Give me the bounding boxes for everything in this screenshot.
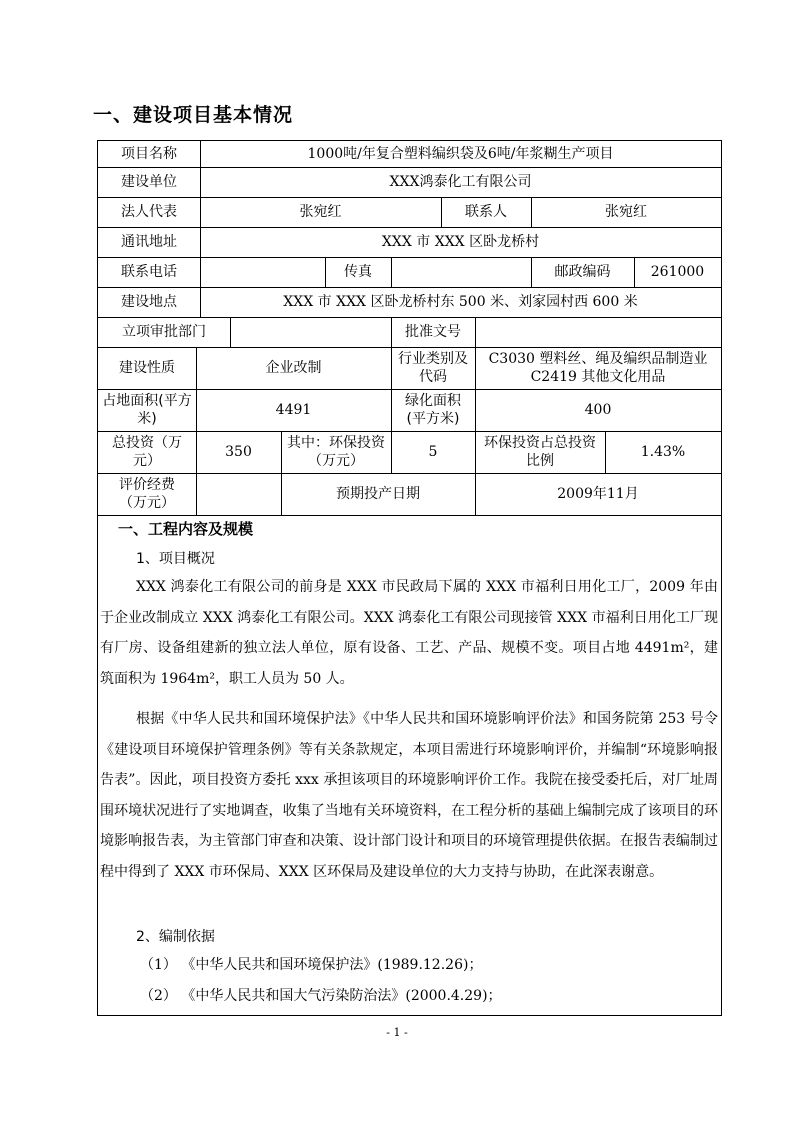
green-area-label: 绿化面积(平方米)	[405, 393, 461, 427]
production-date-value: 2009年11月	[557, 486, 639, 502]
phone-value	[200, 257, 325, 287]
approval-dept-label: 立项审批部门	[122, 324, 206, 340]
eval-fee-value	[196, 473, 281, 515]
address-label: 通讯地址	[121, 234, 177, 250]
site-label: 建设地点	[121, 294, 177, 310]
postcode-label: 邮政编码	[554, 264, 611, 280]
fax-value	[391, 257, 531, 287]
env-investment-label: 其中：环保投资（万元）	[287, 435, 385, 469]
total-investment-value: 350	[225, 444, 252, 460]
approval-dept-value	[230, 317, 391, 347]
area-value: 4491	[275, 402, 312, 418]
legal-rep-value: 张宛红	[299, 204, 342, 220]
list-item: （1） 《中华人民共和国环境保护法》(1989.12.26)；	[140, 957, 483, 973]
nature-label: 建设性质	[119, 360, 175, 376]
total-investment-label: 总投资（万元）	[112, 435, 182, 469]
page-number: - 1 -	[386, 1026, 408, 1039]
construction-unit-value: XXX鸿泰化工有限公司	[389, 174, 532, 190]
env-ratio-label: 环保投资占总投资比例	[484, 435, 596, 469]
green-area-value: 400	[584, 402, 612, 418]
approval-no-value	[475, 317, 721, 347]
phone-label: 联系电话	[121, 264, 177, 280]
env-ratio-value: 1.43%	[640, 444, 686, 460]
eval-fee-label: 评价经费（万元）	[119, 477, 175, 511]
fax-label: 传真	[344, 264, 372, 280]
production-date-label: 预期投产日期	[336, 486, 420, 502]
approval-no-label: 批准文号	[405, 324, 461, 340]
env-investment-value: 5	[428, 444, 438, 460]
overview-paragraph: XXX 鸿泰化工有限公司的前身是 XXX 市民政局下属的 XXX 市福利日用化工厂，2009 年由于企业改制成立 XXX 鸿泰化工有限公司。XXX 鸿泰化工有限公司现接管 XXX 市福利日用化工厂现有厂房、设备组建新的独立法人单位，原有设备、工艺、产品、规模不变。项目占地 4491m²，建筑面积为 1964m²，职工人员为 50 人。	[100, 579, 718, 687]
nature-value: 企业改制	[265, 360, 322, 376]
basis-paragraph: 根据《中华人民共和国环境保护法》《中华人民共和国环境影响评价法》和国务院第 253 号令《建设项目环境保护管理条例》等有关条款规定，本项目需进行环境影响评价，并编制“环境影响报告表”。因此，项目投资方委托 xxx 承担该项目的环境影响评价工作。我院在接受委托后，对厂址周围环境状况进行了实地调查，收集了当地有关环境资料，在工程分析的基础上编制完成了该项目的环境影响报告表，为主管部门审查和决策、设计部门设计和项目的环境管理提供依据。在报告表编制过程中得到了 XXX 市环保局、XXX 区环保局及建设单位的大力支持与协助，在此深表谢意。	[100, 711, 718, 880]
site-value: XXX 市 XXX 区卧龙桥村东 500 米、刘家园村西 600 米	[283, 294, 638, 310]
subsection-basis: 2、编制依据	[136, 929, 215, 945]
subsection-overview: 1、项目概况	[136, 551, 215, 567]
section-title: 一、工程内容及规模	[118, 520, 254, 538]
project-name-value: 1000吨/年复合塑料编织袋及6吨/年浆糊生产项目	[307, 146, 614, 162]
list-item: （2） 《中华人民共和国大气污染防治法》(2000.4.29)；	[140, 988, 502, 1004]
contact-person-label: 联系人	[465, 204, 507, 220]
industry-value: C3030 塑料丝、绳及编织品制造业 C2419 其他文化用品	[488, 351, 708, 385]
area-label: 占地面积(平方米)	[102, 393, 192, 427]
contact-person-value: 张宛红	[605, 204, 647, 220]
legal-rep-label: 法人代表	[121, 204, 177, 220]
page-title: 一、建设项目基本情况	[93, 104, 294, 126]
project-name-label: 项目名称	[121, 146, 177, 162]
industry-label: 行业类别及代码	[398, 351, 468, 385]
address-value: XXX 市 XXX 区卧龙桥村	[381, 234, 540, 250]
construction-unit-label: 建设单位	[121, 174, 177, 190]
postcode-value: 261000	[650, 264, 705, 280]
